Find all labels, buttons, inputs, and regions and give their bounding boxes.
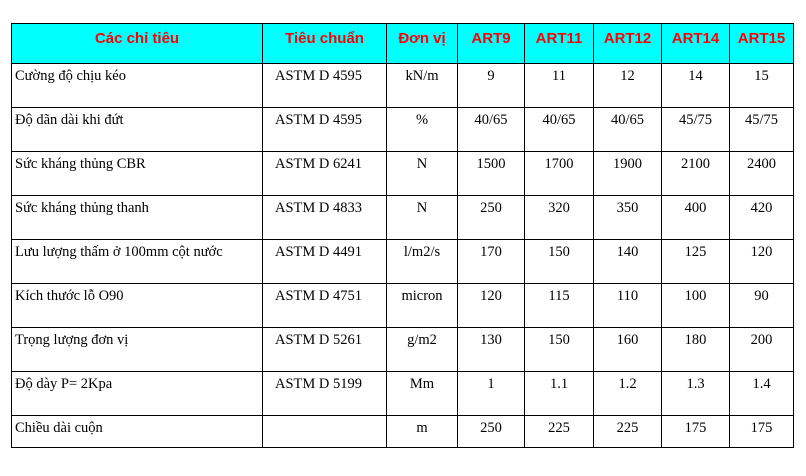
table-row	[12, 328, 794, 372]
header-unit: Đơn vị	[387, 24, 458, 64]
spec-table	[11, 23, 794, 448]
value-art11: 40/65	[525, 108, 594, 152]
value-art15: 45/75	[730, 108, 794, 152]
row-name: Trọng lượng đơn vị	[12, 328, 263, 372]
value-art9: 40/65	[458, 108, 525, 152]
table-row	[12, 416, 794, 448]
table-row	[12, 196, 794, 240]
header-art11: ART11	[525, 24, 594, 64]
value-art11: 150	[525, 240, 594, 284]
row-name: Sức kháng thủng CBR	[12, 152, 263, 196]
header-art15: ART15	[730, 24, 794, 64]
table-row	[12, 64, 794, 108]
header-art12: ART12	[594, 24, 662, 64]
value-art14: 180	[662, 328, 730, 372]
table-row	[12, 152, 794, 196]
value-art14: 2100	[662, 152, 730, 196]
row-name: Độ dãn dài khi đứt	[12, 108, 263, 152]
value-art11: 225	[525, 416, 594, 448]
table-row	[12, 240, 794, 284]
value-art12: 225	[594, 416, 662, 448]
row-standard: ASTM D 4833	[263, 196, 387, 240]
value-art14: 125	[662, 240, 730, 284]
row-unit: m	[387, 416, 458, 448]
row-standard: ASTM D 4751	[263, 284, 387, 328]
value-art15: 2400	[730, 152, 794, 196]
row-standard: ASTM D 4491	[263, 240, 387, 284]
value-art15: 420	[730, 196, 794, 240]
table-row	[12, 372, 794, 416]
row-unit: %	[387, 108, 458, 152]
value-art15: 15	[730, 64, 794, 108]
header-standard: Tiêu chuẩn	[263, 24, 387, 64]
row-name: Lưu lượng thấm ở 100mm cột nước	[12, 240, 263, 284]
value-art14: 400	[662, 196, 730, 240]
value-art15: 1.4	[730, 372, 794, 416]
value-art11: 1700	[525, 152, 594, 196]
row-unit: kN/m	[387, 64, 458, 108]
row-standard: ASTM D 5261	[263, 328, 387, 372]
value-art14: 14	[662, 64, 730, 108]
value-art12: 350	[594, 196, 662, 240]
row-name: Sức kháng thủng thanh	[12, 196, 263, 240]
header-row	[12, 24, 794, 64]
value-art12: 160	[594, 328, 662, 372]
value-art9: 1	[458, 372, 525, 416]
value-art12: 110	[594, 284, 662, 328]
value-art11: 150	[525, 328, 594, 372]
value-art15: 120	[730, 240, 794, 284]
row-standard	[263, 416, 387, 448]
value-art9: 1500	[458, 152, 525, 196]
value-art9: 9	[458, 64, 525, 108]
value-art12: 1900	[594, 152, 662, 196]
value-art9: 170	[458, 240, 525, 284]
row-unit: g/m2	[387, 328, 458, 372]
row-unit: l/m2/s	[387, 240, 458, 284]
value-art12: 140	[594, 240, 662, 284]
value-art9: 250	[458, 196, 525, 240]
value-art14: 1.3	[662, 372, 730, 416]
row-name: Chiều dài cuộn	[12, 416, 263, 448]
value-art9: 120	[458, 284, 525, 328]
table-row	[12, 108, 794, 152]
value-art11: 320	[525, 196, 594, 240]
table-row	[12, 284, 794, 328]
value-art15: 90	[730, 284, 794, 328]
row-standard: ASTM D 6241	[263, 152, 387, 196]
header-art14: ART14	[662, 24, 730, 64]
row-unit: N	[387, 152, 458, 196]
row-unit: N	[387, 196, 458, 240]
row-standard: ASTM D 5199	[263, 372, 387, 416]
value-art14: 100	[662, 284, 730, 328]
row-unit: Mm	[387, 372, 458, 416]
row-name: Cường độ chịu kéo	[12, 64, 263, 108]
value-art15: 200	[730, 328, 794, 372]
value-art14: 175	[662, 416, 730, 448]
value-art15: 175	[730, 416, 794, 448]
row-unit: micron	[387, 284, 458, 328]
row-standard: ASTM D 4595	[263, 64, 387, 108]
header-art9: ART9	[458, 24, 525, 64]
value-art12: 40/65	[594, 108, 662, 152]
header-criteria: Các chỉ tiêu	[12, 24, 263, 64]
row-standard: ASTM D 4595	[263, 108, 387, 152]
row-name: Kích thước lỗ O90	[12, 284, 263, 328]
value-art12: 12	[594, 64, 662, 108]
row-name: Độ dày P= 2Kpa	[12, 372, 263, 416]
value-art9: 130	[458, 328, 525, 372]
value-art11: 115	[525, 284, 594, 328]
value-art14: 45/75	[662, 108, 730, 152]
value-art12: 1.2	[594, 372, 662, 416]
value-art9: 250	[458, 416, 525, 448]
value-art11: 1.1	[525, 372, 594, 416]
value-art11: 11	[525, 64, 594, 108]
